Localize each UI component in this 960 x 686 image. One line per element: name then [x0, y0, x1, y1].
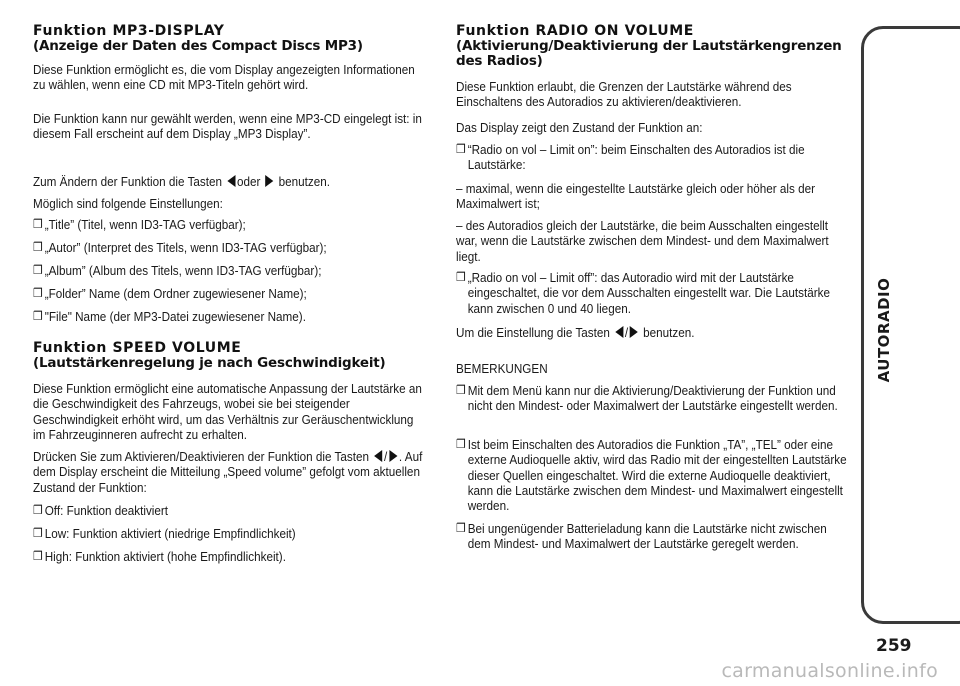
chapter-label: AUTORADIO	[875, 277, 893, 383]
checkbox-bullet-icon: ❒	[456, 437, 466, 451]
right-arrow-key-icon	[265, 175, 273, 187]
mp3-p3-mid: oder	[237, 174, 261, 189]
right-arrow-key-icon	[630, 326, 638, 338]
checkbox-bullet-icon: ❒	[33, 549, 43, 563]
checkbox-bullet-icon: ❒	[33, 286, 43, 300]
speed-volume-section	[33, 341, 425, 371]
notes-list-item: ❒ Bei ungenügender Batterieladung kann die Lautstärke nicht zwischen dem Mindest- und Maximalwert der Lautstärke geregelt werden.	[456, 521, 827, 552]
mp3-list-item: ❒ „Title” (Titel, wenn ID3-TAG verfügbar);	[33, 217, 246, 232]
checkbox-bullet-icon: ❒	[33, 503, 43, 517]
checkbox-bullet-icon: ❒	[33, 240, 43, 254]
checkbox-bullet-icon: ❒	[456, 270, 466, 284]
mp3-heading: Funktion MP3-DISPLAY	[33, 23, 225, 39]
speed-paragraph-2	[33, 449, 425, 495]
speed-paragraph-1: Diese Funktion ermöglicht eine automatische Anpassung der Lautstärke an die Geschwindigkeit des Fahrzeugs, wobei sie bei steigender Geschwindigkeit erhöht wird, um das Verhältnis zur Geräuschentwicklung im Fahrzeuginneren aufrecht zu erhalten.	[33, 381, 422, 442]
mp3-p3-before: Zum Ändern der Funktion die Tasten	[33, 174, 223, 189]
checkbox-bullet-icon: ❒	[456, 383, 466, 397]
mp3-section	[33, 24, 425, 54]
mp3-p3-after: benutzen.	[278, 174, 331, 189]
radio-on-volume-section	[456, 24, 848, 69]
radio-paragraph-3	[456, 325, 848, 340]
radio-heading: Funktion RADIO ON VOLUME	[456, 23, 694, 39]
left-arrow-key-icon	[615, 326, 623, 338]
mp3-list-item: ❒ „Autor” (Interpret des Titels, wenn ID3-TAG verfügbar);	[33, 240, 327, 255]
checkbox-bullet-icon: ❒	[33, 263, 43, 277]
mp3-list-item: ❒ "File" Name (der MP3-Datei zugewiesener Name).	[33, 309, 306, 324]
radio-dash-2: – des Autoradios gleich der Lautstärke, die beim Ausschalten eingestellt war, wenn die Lautstärke zwischen dem Mindest- und dem Maximalwert liegt.	[456, 218, 829, 264]
mp3-list-item: ❒ „Folder” Name (dem Ordner zugewiesener Name);	[33, 286, 307, 301]
checkbox-bullet-icon: ❒	[456, 142, 466, 156]
speed-p2-sep: /	[383, 449, 388, 464]
page-number: 259	[876, 636, 912, 656]
speed-p2-after: . Auf dem Display erscheint die Mitteilung „Speed volume” gefolgt vom aktuellen Zustand der Funktion:	[33, 449, 423, 495]
mp3-paragraph-2: Die Funktion kann nur gewählt werden, wenn eine MP3-CD eingelegt ist: in diesem Fall erscheint auf dem Display „MP3 Display”.	[33, 111, 422, 142]
mp3-paragraph-4: Möglich sind folgende Einstellungen:	[33, 196, 223, 211]
mp3-subheading: (Anzeige der Daten des Compact Discs MP3)	[33, 38, 363, 54]
radio-subheading: (Aktivierung/Deaktivierung der Lautstärkengrenzen des Radios)	[456, 38, 842, 69]
notes-heading: BEMERKUNGEN	[456, 361, 548, 376]
mp3-list-item: ❒ „Album” (Album des Titels, wenn ID3-TAG verfügbar);	[33, 263, 322, 278]
speed-heading: Funktion SPEED VOLUME	[33, 340, 242, 356]
radio-list-item: ❒ „Radio on vol – Limit off”: das Autoradio wird mit der Lautstärke eingeschaltet, die vor dem Ausschalten eingestellt war. Die Lautstärke kann zwischen 0 und 40 liegen.	[456, 270, 830, 316]
radio-p3-sep: /	[624, 325, 629, 340]
watermark: carmanualsonline.info	[721, 660, 938, 682]
speed-list-item: ❒ Off: Funktion deaktiviert	[33, 503, 169, 518]
speed-p2-before: Drücken Sie zum Aktivieren/Deaktivieren der Funktion die Tasten	[33, 449, 370, 464]
notes-list-item: ❒ Ist beim Einschalten des Autoradios die Funktion „TA”, „TEL” oder eine externe Audioquelle aktiv, wird das Radio mit der eingestellten Lautstärke dieser Quellen eingeschaltet. Wird die externe Audioquelle deaktiviert, kann die Lautstärke zwischen dem Mindest- und Maximalwert eingestellt werden.	[456, 437, 847, 514]
checkbox-bullet-icon: ❒	[456, 521, 466, 535]
right-arrow-key-icon	[389, 450, 397, 462]
checkbox-bullet-icon: ❒	[33, 526, 43, 540]
speed-list-item: ❒ High: Funktion aktiviert (hohe Empfindlichkeit).	[33, 549, 286, 564]
mp3-paragraph-1: Diese Funktion ermöglicht es, die vom Display angezeigten Informationen zu wählen, wenn eine CD mit MP3-Titeln gehört wird.	[33, 62, 415, 93]
speed-list-item: ❒ Low: Funktion aktiviert (niedrige Empfindlichkeit)	[33, 526, 296, 541]
speed-subheading: (Lautstärkenregelung je nach Geschwindigkeit)	[33, 355, 386, 371]
notes-list-item: ❒ Mit dem Menü kann nur die Aktivierung/Deaktivierung der Funktion und nicht den Mindest- oder Maximalwert der Lautstärke eingestellt werden.	[456, 383, 838, 414]
radio-list-item: ❒ “Radio on vol – Limit on”: beim Einschalten des Autoradios ist die Lautstärke:	[456, 142, 805, 173]
mp3-paragraph-3	[33, 174, 425, 189]
radio-p3-before: Um die Einstellung die Tasten	[456, 325, 610, 340]
radio-dash-1: – maximal, wenn die eingestellte Lautstärke gleich oder höher als der Maximalwert ist;	[456, 181, 816, 212]
radio-paragraph-1: Diese Funktion erlaubt, die Grenzen der Lautstärke während des Einschaltens des Autoradios zu aktivieren/deaktivieren.	[456, 79, 792, 110]
checkbox-bullet-icon: ❒	[33, 217, 43, 231]
left-arrow-key-icon	[374, 450, 382, 462]
checkbox-bullet-icon: ❒	[33, 309, 43, 323]
radio-p3-after: benutzen.	[643, 325, 695, 340]
radio-paragraph-2: Das Display zeigt den Zustand der Funktion an:	[456, 120, 703, 135]
left-arrow-key-icon	[227, 175, 235, 187]
